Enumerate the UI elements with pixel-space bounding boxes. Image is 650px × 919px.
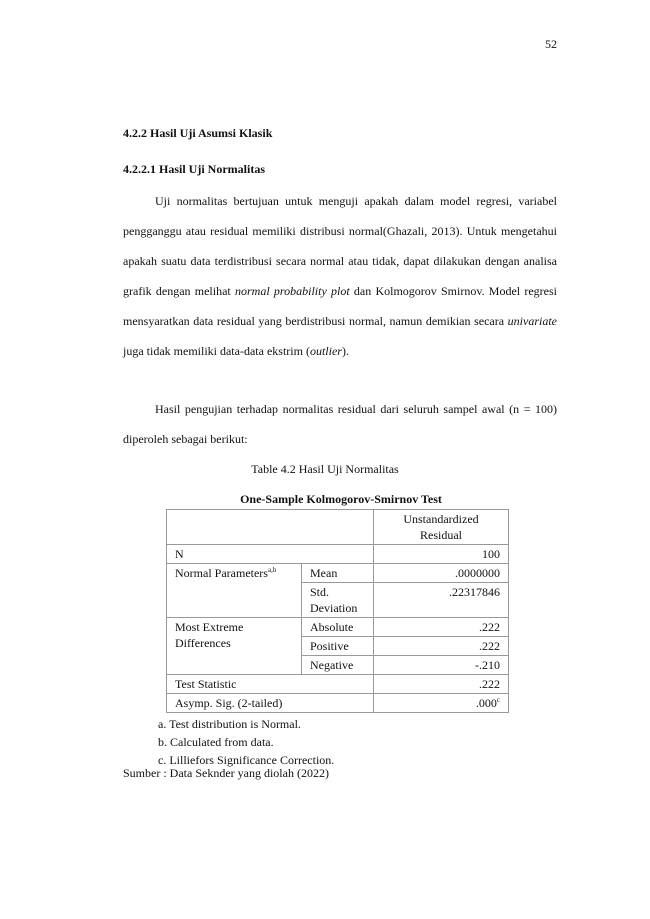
table-header-row bbox=[167, 510, 509, 545]
column-header: Unstandardized Residual bbox=[374, 510, 509, 545]
ks-test-table bbox=[166, 509, 509, 713]
table-note: c. Lilliefors Significance Correction. bbox=[158, 753, 335, 767]
table-row bbox=[167, 618, 509, 637]
table-row bbox=[167, 694, 509, 713]
table-note: a. Test distribution is Normal. bbox=[158, 717, 301, 731]
cell-negative-value: -.210 bbox=[374, 656, 509, 675]
row-label-std-deviation: Std. Deviation bbox=[302, 583, 374, 618]
row-label-most-extreme-differences: Most Extreme Differences bbox=[167, 618, 302, 675]
page-number: 52 bbox=[545, 37, 557, 51]
section-heading: 4.2.2 Hasil Uji Asumsi Klasik bbox=[123, 126, 273, 140]
table-row bbox=[167, 545, 509, 564]
header-empty-cell bbox=[167, 510, 374, 545]
cell-test-statistic-value: .222 bbox=[374, 675, 509, 694]
cell-std-deviation-value: .22317846 bbox=[374, 583, 509, 618]
cell-mean-value: .0000000 bbox=[374, 564, 509, 583]
cell-positive-value: .222 bbox=[374, 637, 509, 656]
row-label-test-statistic: Test Statistic bbox=[167, 675, 374, 694]
cell-n-value: 100 bbox=[374, 545, 509, 564]
table-row bbox=[167, 564, 509, 583]
table-note: b. Calculated from data. bbox=[158, 735, 274, 749]
row-label-negative: Negative bbox=[302, 656, 374, 675]
cell-absolute-value: .222 bbox=[374, 618, 509, 637]
row-label-absolute: Absolute bbox=[302, 618, 374, 637]
row-label-normal-parameters: Normal Parameters$^{a,b}$ bbox=[167, 564, 302, 618]
table-caption: Table 4.2 Hasil Uji Normalitas bbox=[251, 462, 399, 476]
row-label-mean: Mean bbox=[302, 564, 374, 583]
paragraph-test-result-intro: Hasil pengujian terhadap normalitas residual dari seluruh sampel awal (n = 100) diperoleh sebagai berikut: bbox=[123, 402, 557, 446]
paragraph-normality-intro: Uji normalitas bertujuan untuk menguji apakah dalam model regresi, variabel pengganggu atau residual memiliki distribusi normal(Ghazali, 2013). Untuk mengetahui apakah suatu data terdistribusi secara normal atau tidak, dapat dilakukan dengan analisa grafik dengan melihat normal probability plot dan Kolmogorov Smirnov. Model regresi mensyaratkan data residual yang berdistribusi normal, namun demikian secara univariate juga tidak memiliki data-data ekstrim (outlier). bbox=[123, 194, 557, 358]
table-title: One-Sample Kolmogorov-Smirnov Test bbox=[240, 492, 442, 506]
source-note: Sumber : Data Seknder yang diolah (2022) bbox=[123, 766, 329, 780]
table-notes bbox=[158, 715, 334, 769]
cell-asymp-sig-value: .000$^c$ bbox=[374, 694, 509, 713]
subsection-heading: 4.2.2.1 Hasil Uji Normalitas bbox=[123, 162, 265, 176]
row-label-positive: Positive bbox=[302, 637, 374, 656]
row-label-asymp-sig: Asymp. Sig. (2-tailed) bbox=[167, 694, 374, 713]
table-row bbox=[167, 675, 509, 694]
row-label-n: N bbox=[167, 545, 374, 564]
